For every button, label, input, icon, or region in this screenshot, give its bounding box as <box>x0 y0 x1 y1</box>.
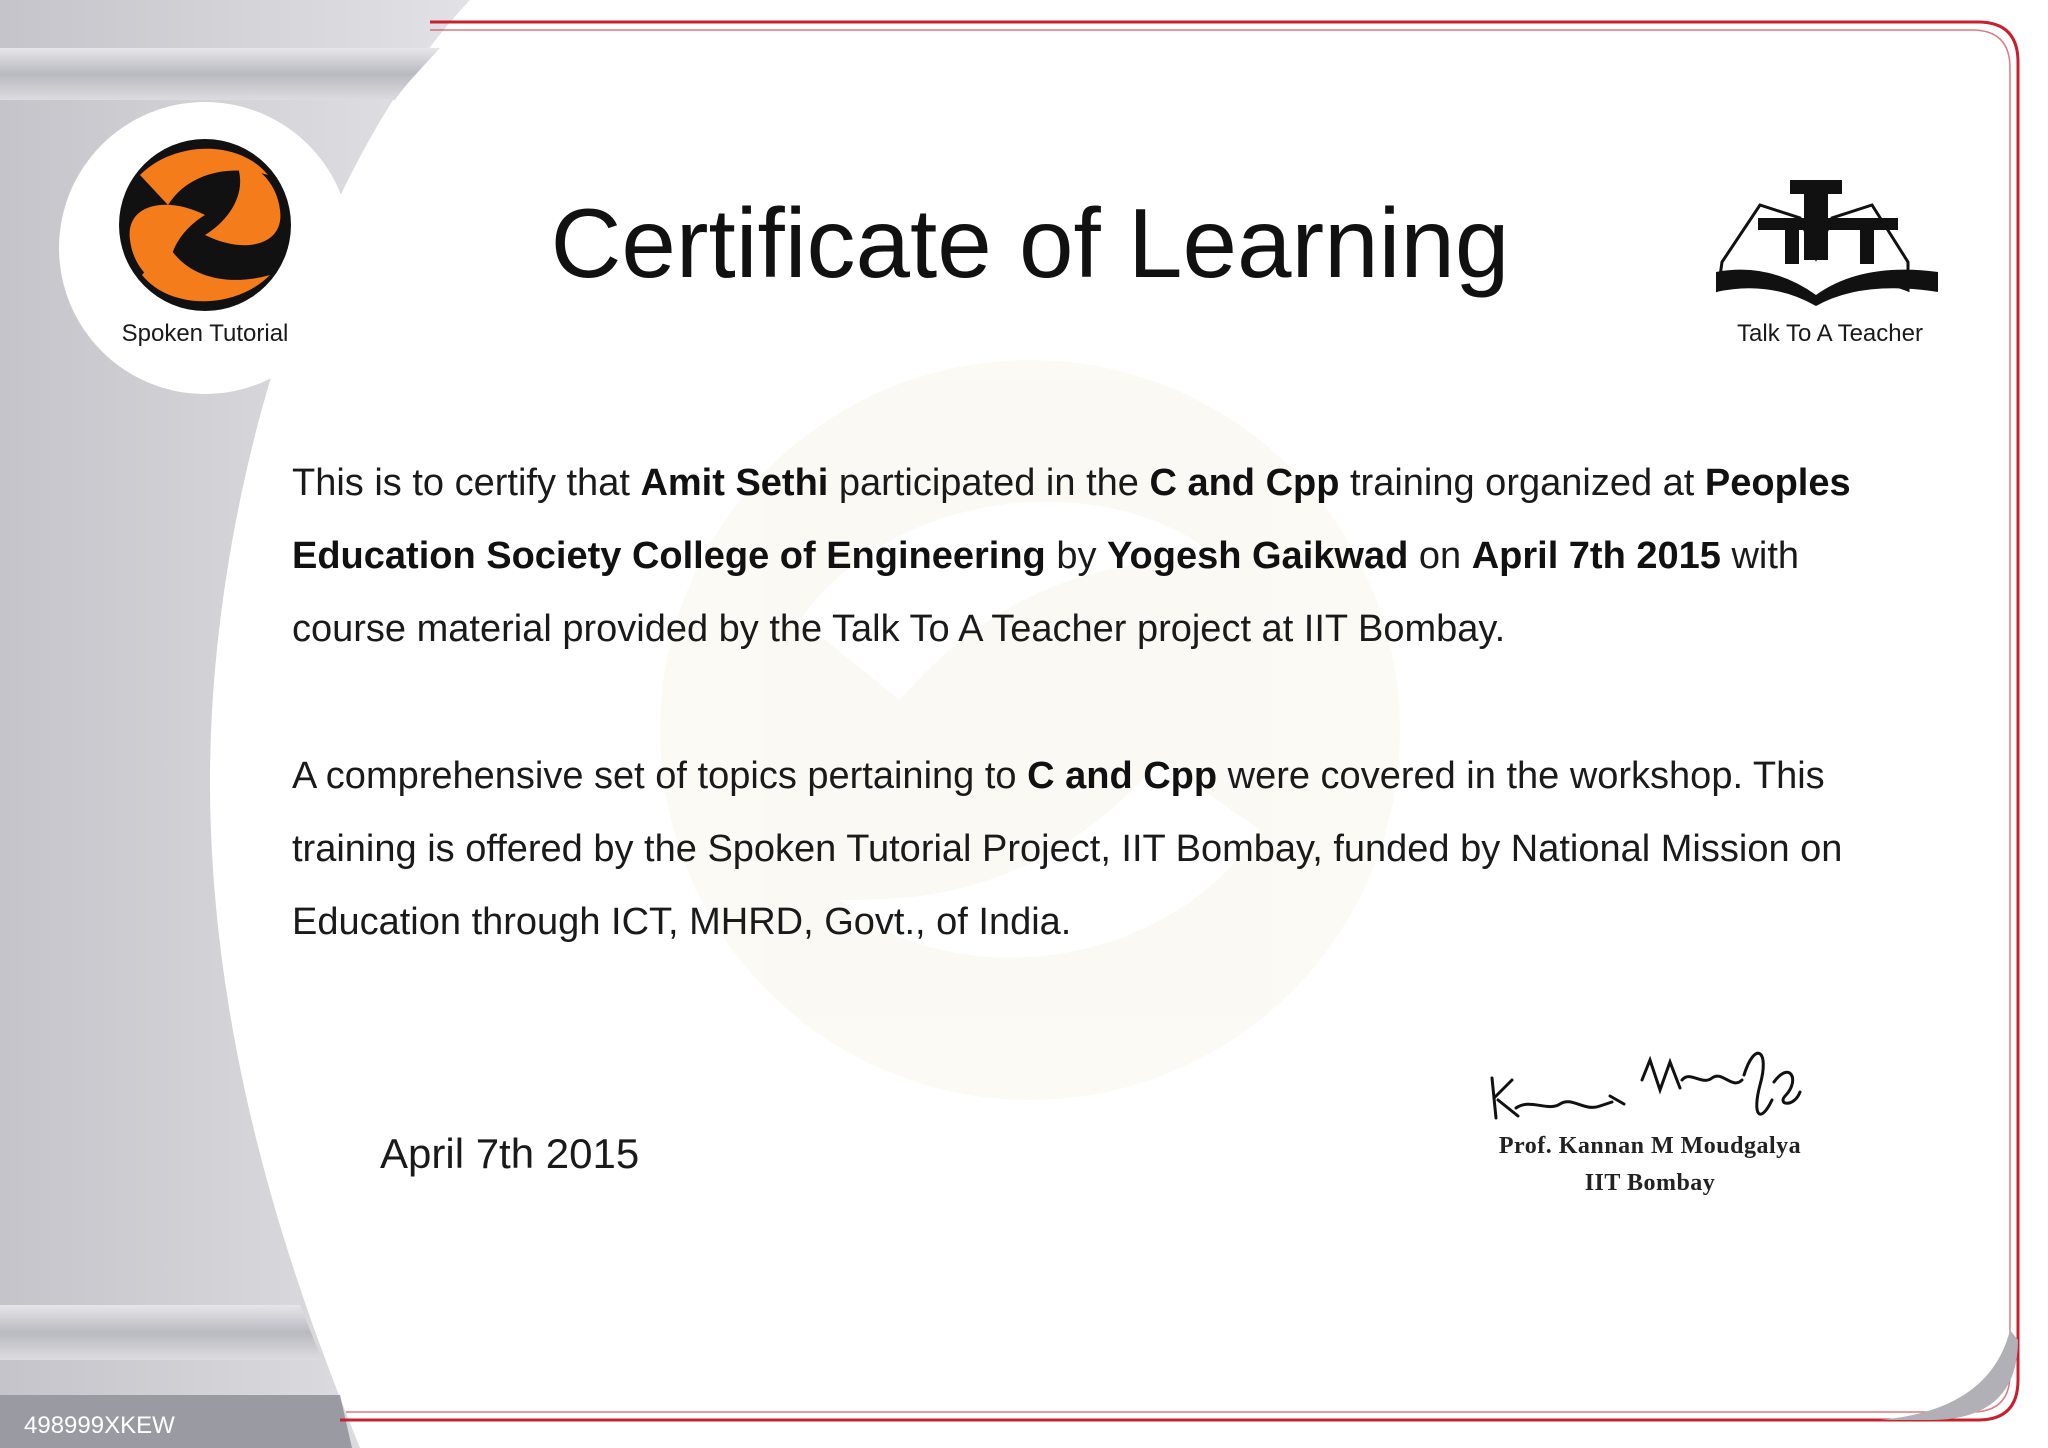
talk-to-a-teacher-logo-icon <box>1716 180 1938 306</box>
corner-curl <box>1880 1330 2018 1420</box>
course-name: C and Cpp <box>1027 755 1218 797</box>
bottom-decorative-band <box>0 1305 322 1360</box>
spoken-tutorial-logo-label: Spoken Tutorial <box>121 320 289 347</box>
signature-image <box>1492 1053 1800 1118</box>
page-title: Certificate of Learning <box>550 188 1510 298</box>
certification-paragraph <box>292 447 1912 666</box>
text: on <box>1408 535 1472 577</box>
text: were covered in the workshop. This training is offered by the Spoken Tutorial Project, IIT Bombay, funded by National Mission on Education through ICT, MHRD, Govt., of India. <box>292 755 1843 943</box>
course-description-paragraph <box>292 740 1912 959</box>
text: training organized at <box>1339 462 1705 504</box>
text: by <box>1045 535 1108 577</box>
talk-to-a-teacher-logo-label: Talk To A Teacher <box>1737 320 1923 347</box>
course-name: C and Cpp <box>1149 462 1340 504</box>
text: This is to certify that <box>292 462 641 504</box>
training-date: April 7th 2015 <box>1471 535 1721 577</box>
signatory-organization: IIT Bombay <box>1584 1170 1716 1196</box>
organizer-name: Yogesh Gaikwad <box>1107 535 1409 577</box>
signatory-name: Prof. Kannan M Moudgalya <box>1498 1133 1802 1159</box>
institution-name: Peoples Education Society College of Engineering <box>292 462 1851 577</box>
participant-name: Amit Sethi <box>640 462 829 504</box>
text: participated in the <box>828 462 1150 504</box>
certificate-code: 498999XKEW <box>24 1412 175 1439</box>
spoken-tutorial-logo-icon <box>119 139 291 311</box>
issue-date: April 7th 2015 <box>380 1130 640 1177</box>
top-decorative-band <box>0 48 440 100</box>
text: with course material provided by the Talk To A Teacher project at IIT Bombay. <box>292 535 1800 650</box>
text: A comprehensive set of topics pertaining to <box>292 755 1028 797</box>
